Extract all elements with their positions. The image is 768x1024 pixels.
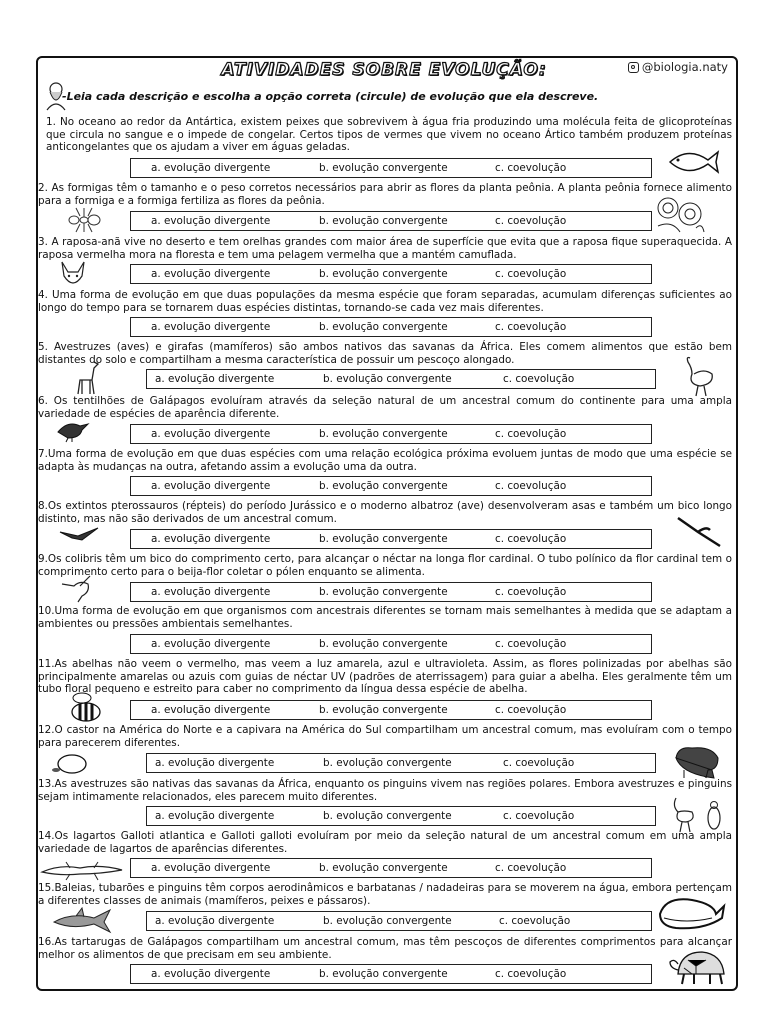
albatross-icon: [676, 516, 722, 550]
option-b[interactable]: b. evolução convergente: [319, 268, 448, 280]
option-b[interactable]: b. evolução convergente: [323, 915, 452, 927]
question-9: 9.Os colibris têm um bico do comprimento certo, para alcançar o néctar na longa flor cardinal. O tubo polínico da flor cardinal tem o comprimento certo para o beija-flor coletar o pólen enquanto se alimenta.: [38, 553, 732, 578]
question-3: 3. A raposa-anã vive no deserto e tem orelhas grandes com maior área de superfície que evita que a raposa fique superaquecida. A raposa vermelha mora na floresta e tem uma pelagem vermelha que a mantém camuflada.: [38, 236, 732, 261]
option-b[interactable]: b. evolução convergente: [319, 638, 448, 650]
option-c[interactable]: c. coevolução: [495, 268, 567, 280]
option-b[interactable]: b. evolução convergente: [319, 480, 448, 492]
answer-box-2[interactable]: [130, 211, 652, 231]
finch-icon: [54, 418, 94, 442]
option-a[interactable]: a. evolução divergente: [151, 268, 271, 280]
whale-icon: [656, 890, 726, 934]
question-14: 14.Os lagartos Galloti atlantica e Galloti galloti evoluíram por meio da seleção natural de um ancestral comum em uma ampla variedade de lagartos de aparências diferentes.: [38, 830, 732, 855]
option-b[interactable]: b. evolução convergente: [323, 810, 452, 822]
option-b[interactable]: b. evolução convergente: [319, 321, 448, 333]
option-b[interactable]: b. evolução convergente: [319, 586, 448, 598]
option-c[interactable]: c. coevolução: [503, 373, 575, 385]
answer-box-7[interactable]: [130, 476, 652, 496]
author-handle: [628, 60, 728, 74]
question-2: 2. As formigas têm o tamanho e o peso corretos necessários para abrir as flores da planta peônia. A planta peônia fornece alimento para a formiga e a formiga fertiliza as flores da peônia.: [38, 182, 732, 207]
answer-box-10[interactable]: [130, 634, 652, 654]
option-a[interactable]: a. evolução divergente: [155, 810, 275, 822]
tortoise-icon: [668, 946, 728, 988]
question-13: 13.As avestruzes são nativas das savanas da África, enquanto os pinguins vivem nas regiões polares. Embora avestruzes e pinguins sejam intimamente relacionados, eles parecem muito diferentes.: [38, 778, 732, 803]
option-c[interactable]: c. coevolução: [503, 757, 575, 769]
option-c[interactable]: c. coevolução: [495, 862, 567, 874]
option-a[interactable]: a. evolução divergente: [151, 533, 271, 545]
question-16: 16.As tartarugas de Galápagos compartilham um ancestral comum, mas têm pescoços de diferentes comprimentos para alcançar melhor os alimentos de que precisam em seu ambiente.: [38, 936, 732, 961]
answer-box-11[interactable]: [130, 700, 652, 720]
option-a[interactable]: a. evolução divergente: [155, 757, 275, 769]
page-title: ATIVIDADES SOBRE EVOLUÇÃO:: [221, 60, 547, 80]
option-a[interactable]: a. evolução divergente: [151, 321, 271, 333]
option-a[interactable]: a. evolução divergente: [151, 480, 271, 492]
option-b[interactable]: b. evolução convergente: [319, 704, 448, 716]
ostrich-icon: [680, 354, 720, 396]
option-a[interactable]: a. evolução divergente: [151, 638, 271, 650]
option-c[interactable]: c. coevolução: [495, 162, 567, 174]
shark-icon: [52, 906, 112, 934]
question-5: 5. Avestruzes (aves) e girafas (mamíferos) são ambos nativos das savanas da África. Eles comem alimentos que estão bem distantes do solo e compartilham a mesma característica de possuir um pescoço alongado.: [38, 341, 732, 366]
question-6: 6. Os tentilhões de Galápagos evoluíram através da seleção natural de um ancestral comum do continente para uma ampla variedade de espécies de aparência diferente.: [38, 395, 732, 420]
option-c[interactable]: c. coevolução: [495, 321, 567, 333]
instruction-text: -Leia cada descrição e escolha a opção correta (circule) de evolução que ela descreve.: [62, 90, 599, 103]
question-7: 7.Uma forma de evolução em que duas espécies com uma relação ecológica próxima evoluem juntas de modo que uma espécie se adapta às mudanças na outra, afetando assim a evolução uma da outra.: [38, 448, 732, 473]
option-c[interactable]: c. coevolução: [503, 810, 575, 822]
ant-icon: [66, 206, 102, 234]
option-b[interactable]: b. evolução convergente: [319, 533, 448, 545]
option-c[interactable]: c. coevolução: [495, 215, 567, 227]
question-1: 1. No oceano ao redor da Antártica, existem peixes que sobrevivem à água fria produzindo uma molécula feita de glicoproteínas que circula no sangue e o impede de congelar. Certos tipos de vermes que vivem no oceano Ártico também produzem proteínas anticongelantes que os ajudam a viver em águas geladas.: [46, 116, 732, 154]
question-15: 15.Baleias, tubarões e pinguins têm corpos aerodinâmicos e barbatanas / nadadeiras para se moverem na água, embora pertençam a diferentes classes de animais (mamíferos, peixes e pássaros).: [38, 882, 732, 907]
option-c[interactable]: c. coevolução: [495, 968, 567, 980]
capybara-icon: [672, 740, 722, 780]
option-b[interactable]: b. evolução convergente: [319, 162, 448, 174]
option-a[interactable]: a. evolução divergente: [155, 373, 275, 385]
answer-box-5[interactable]: [146, 369, 656, 389]
question-12: 12.O castor na América do Norte e a capivara na América do Sul compartilham um ancestral comum, mas evoluíram com o tempo para parecerem diferentes.: [38, 724, 732, 749]
instagram-icon: [628, 62, 639, 73]
option-c[interactable]: c. coevolução: [499, 915, 571, 927]
lizard-icon: [40, 860, 124, 880]
option-b[interactable]: b. evolução convergente: [319, 215, 448, 227]
question-8: 8.Os extintos pterossauros (répteis) do período Jurássico e o moderno albatroz (ave) desenvolveram asas e também um bico longo distinto, mas não são derivados de um ancestral comum.: [38, 500, 732, 525]
answer-box-3[interactable]: [130, 264, 652, 284]
answer-box-15[interactable]: [146, 911, 652, 931]
option-a[interactable]: a. evolução divergente: [151, 704, 271, 716]
pterosaur-icon: [58, 524, 100, 546]
option-a[interactable]: a. evolução divergente: [151, 862, 271, 874]
answer-box-14[interactable]: [130, 858, 652, 878]
question-4: 4. Uma forma de evolução em que duas populações da mesma espécie que foram separadas, acumulam diferenças suficientes ao longo do tempo para se tornarem duas espécies distintas, tornando-se cada vez mais diferentes.: [38, 289, 732, 314]
option-a[interactable]: a. evolução divergente: [151, 162, 271, 174]
option-c[interactable]: c. coevolução: [495, 586, 567, 598]
option-a[interactable]: a. evolução divergente: [151, 968, 271, 980]
option-a[interactable]: a. evolução divergente: [155, 915, 275, 927]
option-c[interactable]: c. coevolução: [495, 533, 567, 545]
option-a[interactable]: a. evolução divergente: [151, 215, 271, 227]
bee-icon: [62, 692, 108, 726]
answer-box-4[interactable]: [130, 317, 652, 337]
ostrich-and-penguin-icon: [670, 794, 724, 832]
option-b[interactable]: b. evolução convergente: [319, 862, 448, 874]
option-c[interactable]: c. coevolução: [495, 704, 567, 716]
option-c[interactable]: c. coevolução: [495, 428, 567, 440]
answer-box-12[interactable]: [146, 753, 656, 773]
option-b[interactable]: b. evolução convergente: [323, 757, 452, 769]
option-b[interactable]: b. evolução convergente: [319, 968, 448, 980]
answer-box-9[interactable]: [130, 582, 652, 602]
answer-box-8[interactable]: [130, 529, 652, 549]
question-10: 10.Uma forma de evolução em que organismos com ancestrais diferentes se tornam mais semelhantes à medida que se adaptam a ambientes ou pressões ambientais semelhantes.: [38, 605, 732, 630]
answer-box-1[interactable]: [130, 158, 652, 178]
peony-flower-icon: [652, 192, 706, 234]
beaver-icon: [52, 750, 90, 776]
hummingbird-icon: [60, 574, 96, 604]
option-b[interactable]: b. evolução convergente: [323, 373, 452, 385]
fish-icon: [666, 146, 720, 178]
question-11: 11.As abelhas não veem o vermelho, mas veem a luz amarela, azul e ultravioleta. Assim, as flores polinizadas por abelhas são principalmente amarelas ou azuis com guias de néctar UV (padrões de aterrissagem) para guiar a abelha. Eles geralmente têm um tubo floral pequeno e estreito para caber no comprimento da língua dessa espécie de abelha.: [38, 658, 732, 696]
giraffe-icon: [72, 360, 106, 396]
option-b[interactable]: b. evolução convergente: [319, 428, 448, 440]
option-c[interactable]: c. coevolução: [495, 638, 567, 650]
handle-text: @biologia.naty: [641, 60, 728, 74]
answer-box-6[interactable]: [130, 424, 652, 444]
option-c[interactable]: c. coevolução: [495, 480, 567, 492]
answer-box-16[interactable]: [130, 964, 652, 984]
option-a[interactable]: a. evolução divergente: [151, 428, 271, 440]
fox-icon: [58, 260, 88, 290]
answer-box-13[interactable]: [146, 806, 656, 826]
option-a[interactable]: a. evolução divergente: [151, 586, 271, 598]
